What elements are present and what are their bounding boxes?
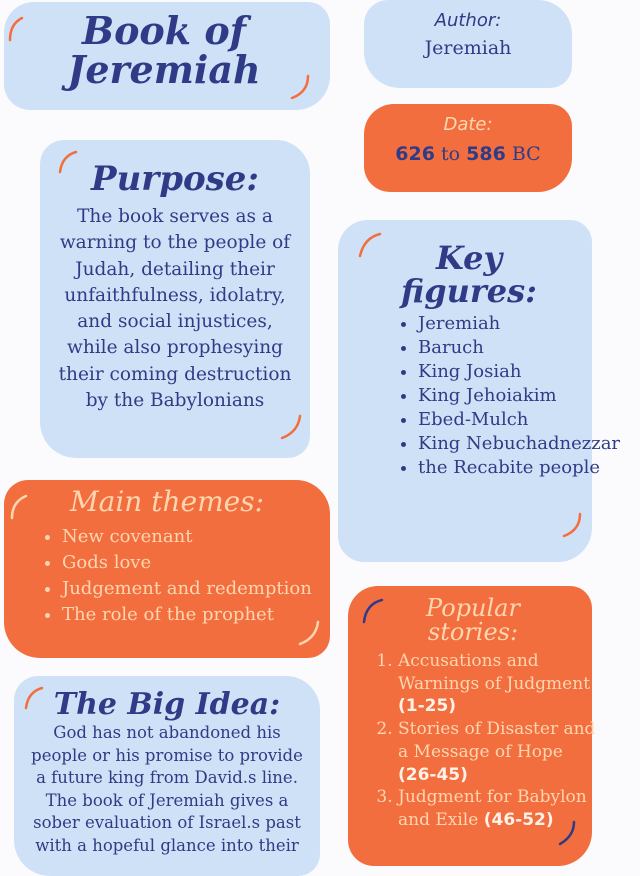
list-item: • King Jehoiakim <box>418 384 628 408</box>
date-suffix: BC <box>505 143 541 165</box>
key-figures-card <box>338 220 621 562</box>
purpose-text: The book serves as a warning to the people of Judah, detailing their unfaithfulness, idolatry, and social injustices, while also prophesying their coming destruction by the Babylonians <box>58 206 292 412</box>
accent-stroke-icon <box>296 620 322 646</box>
list-item: • King Josiah <box>418 360 628 384</box>
main-themes-heading: Main themes: <box>69 485 265 518</box>
story-text: Accusations and Warnings of Judgment <box>398 651 591 694</box>
date-label: Date: <box>443 114 493 135</box>
key-figures-heading: Key figures: <box>401 239 537 310</box>
list-item <box>398 718 598 786</box>
purpose-card <box>40 140 310 458</box>
list-item: • The role of the prophet <box>62 602 352 628</box>
accent-stroke-icon <box>554 820 580 846</box>
list-item: • King Nebuchadnezzar <box>418 432 628 456</box>
accent-stroke-icon <box>360 598 386 624</box>
list-item: • Ebed-Mulch <box>418 408 628 432</box>
date-card <box>364 104 572 192</box>
big-idea-text: God has not abandoned his people or his promise to provide a future king from David.s line. The book of Jeremiah gives a sober evaluation of Israel.s past with a hopeful glance into their <box>31 723 303 855</box>
list-item <box>398 650 598 718</box>
date-middle: to <box>434 143 467 165</box>
story-text: Stories of Disaster and a Message of Hope <box>398 719 596 762</box>
accent-stroke-icon <box>6 16 32 42</box>
list-item: • Gods love <box>62 550 352 576</box>
popular-stories-card <box>348 586 596 866</box>
main-themes-list <box>36 524 352 628</box>
author-label: Author: <box>434 10 502 31</box>
date-start: 626 <box>395 143 435 165</box>
list-item: • Judgement and redemption <box>62 576 352 602</box>
accent-stroke-icon <box>358 232 384 258</box>
accent-stroke-icon <box>286 74 312 100</box>
popular-stories-list <box>362 650 598 832</box>
list-item: • Jeremiah <box>418 312 628 336</box>
list-item: • the Recabite people <box>418 456 628 480</box>
author-card <box>364 0 572 88</box>
purpose-heading: Purpose: <box>91 159 259 199</box>
key-figures-list <box>376 312 628 480</box>
story-range: (26-45) <box>398 764 468 785</box>
story-text: Judgment for Babylon and Exile <box>398 787 587 830</box>
accent-stroke-icon <box>278 414 304 440</box>
list-item: • New covenant <box>62 524 352 550</box>
accent-stroke-icon <box>560 512 586 538</box>
date-value <box>364 143 572 165</box>
story-range: (1-25) <box>398 696 457 717</box>
author-value: Jeremiah <box>424 37 512 59</box>
story-range: (46-52) <box>483 809 554 830</box>
popular-stories-heading: Popular stories: <box>426 594 520 647</box>
date-end: 586 <box>466 143 506 165</box>
title-card <box>4 2 330 110</box>
main-themes-card <box>4 480 330 658</box>
big-idea-card <box>14 676 320 876</box>
big-idea-heading: The Big Idea: <box>53 687 281 722</box>
page-title: Book of Jeremiah <box>67 8 261 92</box>
list-item: • Baruch <box>418 336 628 360</box>
